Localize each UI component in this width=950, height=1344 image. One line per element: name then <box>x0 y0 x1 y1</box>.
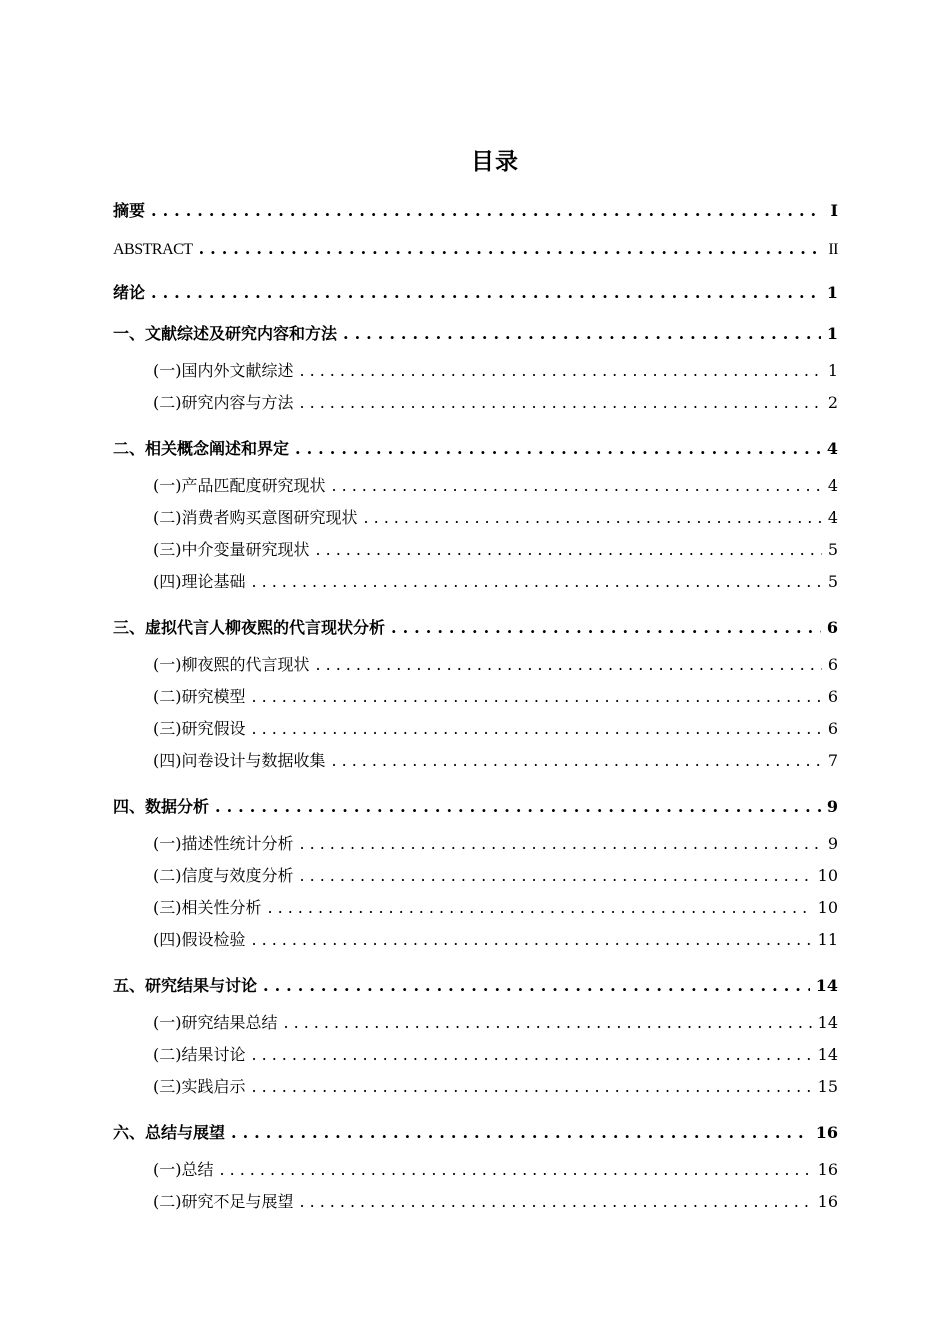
toc-section-page: 2 <box>827 393 838 412</box>
toc-leader-dots <box>252 572 822 591</box>
toc-section-page: 5 <box>827 572 838 591</box>
toc-chapter-label: 数据分析 <box>145 797 210 816</box>
toc-section-label: 实践启示 <box>181 1077 246 1096</box>
toc-entry-label: ABSTRACT <box>113 241 193 258</box>
toc-section-label: 理论基础 <box>181 572 246 591</box>
toc-section-label: 信度与效度分析 <box>181 866 294 885</box>
toc-section-label: 研究内容与方法 <box>181 393 294 412</box>
toc-chapter[interactable] <box>113 615 838 642</box>
toc-chapter-number: 三、 <box>113 618 146 637</box>
toc-chapter-page: 4 <box>826 439 838 458</box>
toc-chapter[interactable] <box>113 973 838 1000</box>
toc-section-page: 10 <box>817 866 838 885</box>
toc-section-number: (一) <box>153 1160 182 1179</box>
toc-section[interactable] <box>113 895 838 927</box>
toc-chapter-label: 相关概念阐述和界定 <box>145 439 290 458</box>
toc-section[interactable] <box>113 716 838 748</box>
toc-section-page: 6 <box>827 687 838 706</box>
toc-section-label: 研究不足与展望 <box>181 1192 294 1211</box>
toc-leader-dots <box>316 655 822 674</box>
toc-leader-dots <box>252 1077 812 1096</box>
toc-leader-dots <box>300 866 812 885</box>
toc-leader-dots <box>284 1013 812 1032</box>
toc-section-page: 6 <box>827 655 838 674</box>
toc-section[interactable] <box>113 1157 838 1189</box>
toc-section-label: 相关性分析 <box>181 898 262 917</box>
toc-section[interactable] <box>113 537 838 569</box>
toc-section-page: 16 <box>817 1192 838 1211</box>
toc-section-page: 9 <box>827 834 838 853</box>
toc-leader-dots <box>151 201 822 220</box>
toc-section-page: 11 <box>817 930 838 949</box>
toc-section-page: 7 <box>827 751 838 770</box>
toc-section[interactable] <box>113 927 838 959</box>
toc-section-label: 研究假设 <box>181 719 246 738</box>
toc-section[interactable] <box>113 1010 838 1042</box>
toc-section-label: 产品匹配度研究现状 <box>181 476 326 495</box>
toc-section-number: (三) <box>153 1077 182 1096</box>
toc-entry-page: 1 <box>826 283 838 302</box>
toc-section-label: 假设检验 <box>181 930 246 949</box>
toc-section-page: 14 <box>817 1045 838 1064</box>
toc-chapter-number: 六、 <box>113 1123 146 1142</box>
toc-leader-dots <box>252 719 822 738</box>
toc-leader-dots <box>391 618 821 637</box>
toc-section-label: 柳夜熙的代言现状 <box>181 655 310 674</box>
toc-leader-dots <box>220 1160 812 1179</box>
toc-section-label: 描述性统计分析 <box>181 834 294 853</box>
toc-chapter-label: 总结与展望 <box>145 1123 226 1142</box>
toc-section-page: 16 <box>817 1160 838 1179</box>
toc-chapter[interactable] <box>113 1120 838 1147</box>
toc-leader-dots <box>332 751 822 770</box>
toc-chapter-label: 研究结果与讨论 <box>145 976 258 995</box>
toc-section[interactable] <box>113 1042 838 1074</box>
toc-entry[interactable] <box>113 198 838 225</box>
toc-entry-label: 摘要 <box>113 201 146 220</box>
toc-section-number: (四) <box>153 751 182 770</box>
toc-section-number: (二) <box>153 1045 182 1064</box>
toc-section-page: 5 <box>827 540 838 559</box>
toc-entry-page: II <box>828 241 838 258</box>
toc-leader-dots <box>332 476 822 495</box>
toc-section-number: (二) <box>153 508 182 527</box>
toc-section-number: (一) <box>153 834 182 853</box>
toc-leader-dots <box>300 834 822 853</box>
toc-entry-page: I <box>830 201 838 220</box>
toc-chapter[interactable] <box>113 436 838 463</box>
toc-leader-dots <box>295 439 821 458</box>
toc-section-label: 研究结果总结 <box>181 1013 278 1032</box>
toc-leader-dots <box>199 239 822 258</box>
toc-section-page: 4 <box>827 508 838 527</box>
toc-leader-dots <box>215 797 821 816</box>
toc-section-number: (三) <box>153 719 182 738</box>
toc-chapter-page: 9 <box>826 797 838 816</box>
toc-section[interactable] <box>113 684 838 716</box>
toc-section-label: 总结 <box>181 1160 214 1179</box>
toc-chapter-number: 五、 <box>113 976 146 995</box>
toc-chapter-label: 文献综述及研究内容和方法 <box>145 324 338 343</box>
toc-leader-dots <box>300 361 822 380</box>
toc-section-page: 6 <box>827 719 838 738</box>
toc-leader-dots <box>364 508 822 527</box>
toc-entry-label: 绪论 <box>113 283 146 302</box>
toc-section-number: (四) <box>153 930 182 949</box>
toc-section-label: 消费者购买意图研究现状 <box>181 508 358 527</box>
toc-section[interactable] <box>113 505 838 537</box>
toc-chapter[interactable] <box>113 794 838 821</box>
toc-section[interactable] <box>113 358 838 390</box>
toc-chapter-page: 14 <box>815 976 838 995</box>
toc-chapter-number: 四、 <box>113 797 146 816</box>
toc-chapter[interactable] <box>113 321 838 348</box>
toc-leader-dots <box>268 898 812 917</box>
table-of-contents <box>113 198 838 1221</box>
toc-leader-dots <box>300 1192 812 1211</box>
toc-section[interactable] <box>113 652 838 684</box>
toc-section-number: (二) <box>153 1192 182 1211</box>
toc-leader-dots <box>151 283 821 302</box>
toc-section[interactable] <box>113 831 838 863</box>
toc-entry[interactable] <box>113 280 838 307</box>
toc-section-number: (四) <box>153 572 182 591</box>
toc-section-number: (三) <box>153 540 182 559</box>
page-title: 目录 <box>471 149 519 175</box>
toc-section-number: (二) <box>153 393 182 412</box>
toc-section-number: (三) <box>153 898 182 917</box>
toc-leader-dots <box>300 393 822 412</box>
toc-leader-dots <box>263 976 810 995</box>
toc-chapter-page: 6 <box>826 618 838 637</box>
toc-chapter-page: 16 <box>815 1123 838 1142</box>
toc-chapter-page: 1 <box>826 324 838 343</box>
toc-chapter-label: 虚拟代言人柳夜熙的代言现状分析 <box>145 618 386 637</box>
toc-section[interactable] <box>113 473 838 505</box>
toc-section[interactable] <box>113 390 838 422</box>
toc-section[interactable] <box>113 748 838 780</box>
toc-section[interactable] <box>113 569 838 601</box>
toc-section-page: 14 <box>817 1013 838 1032</box>
toc-section[interactable] <box>113 1074 838 1106</box>
toc-section[interactable] <box>113 1189 838 1221</box>
toc-section-label: 结果讨论 <box>181 1045 246 1064</box>
toc-leader-dots <box>252 930 812 949</box>
toc-section-label: 中介变量研究现状 <box>181 540 310 559</box>
toc-section-number: (一) <box>153 476 182 495</box>
toc-section-page: 4 <box>827 476 838 495</box>
toc-section-label: 国内外文献综述 <box>181 361 294 380</box>
toc-leader-dots <box>231 1123 810 1142</box>
toc-section-number: (二) <box>153 866 182 885</box>
toc-leader-dots <box>252 687 822 706</box>
toc-section-number: (二) <box>153 687 182 706</box>
toc-section-label: 问卷设计与数据收集 <box>181 751 326 770</box>
toc-section-label: 研究模型 <box>181 687 246 706</box>
toc-section-page: 1 <box>827 361 838 380</box>
toc-section-number: (一) <box>153 655 182 674</box>
toc-chapter-number: 一、 <box>113 324 146 343</box>
toc-section-page: 10 <box>817 898 838 917</box>
toc-entry[interactable] <box>113 239 838 266</box>
toc-chapter-number: 二、 <box>113 439 146 458</box>
toc-section-page: 15 <box>817 1077 838 1096</box>
toc-section-number: (一) <box>153 1013 182 1032</box>
toc-section-number: (一) <box>153 361 182 380</box>
toc-leader-dots <box>316 540 822 559</box>
toc-section[interactable] <box>113 863 838 895</box>
toc-leader-dots <box>252 1045 812 1064</box>
toc-leader-dots <box>343 324 821 343</box>
